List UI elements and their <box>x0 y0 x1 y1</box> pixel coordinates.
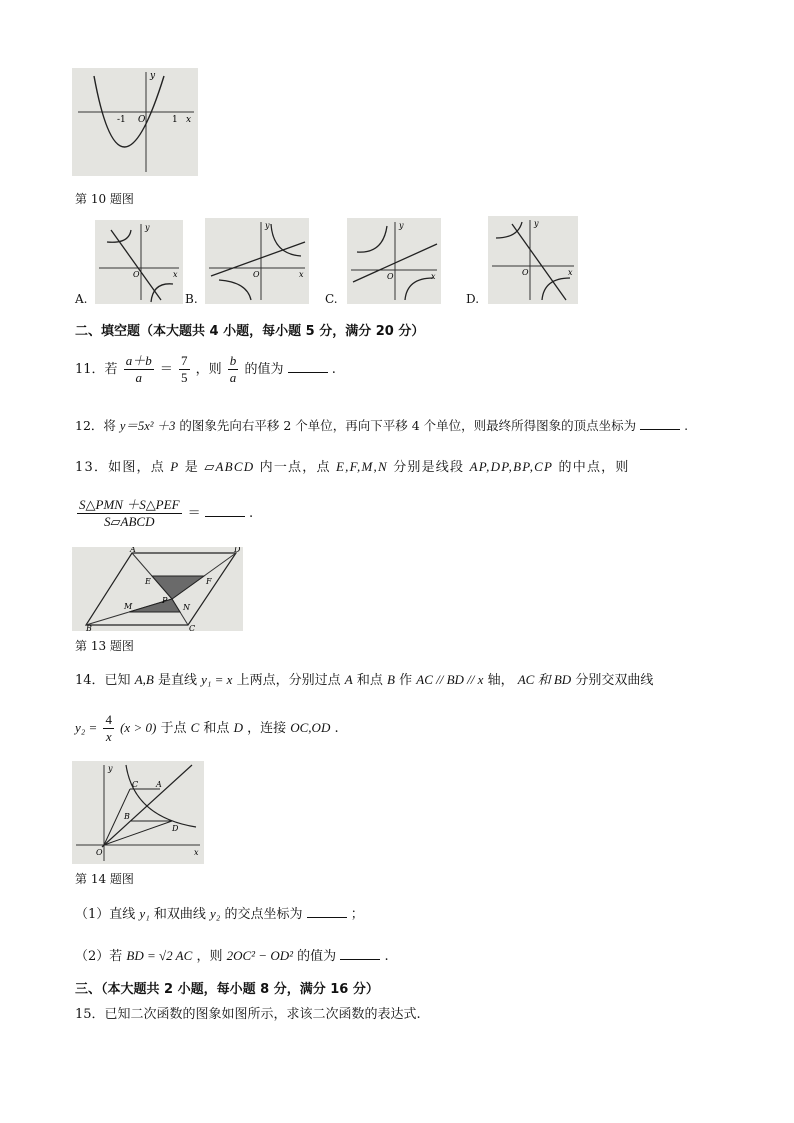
option-d-graph <box>488 216 578 304</box>
question-14-line-2 <box>75 712 339 745</box>
q13-text-3: 内一点，点 <box>259 460 331 475</box>
q14-c: C <box>190 720 200 735</box>
point-f-label: F <box>206 577 212 586</box>
q12-end: . <box>684 418 689 433</box>
q13-text-5: 的中点，则 <box>558 460 630 475</box>
question-14-part-1 <box>75 903 364 922</box>
q13-area-fraction <box>77 497 182 530</box>
x-axis-label: x <box>173 270 178 279</box>
q13-segments: AP,DP,BP,CP <box>469 459 554 474</box>
q11-end: . <box>331 362 336 377</box>
section-3-title: 三、（本大题共 2 小题，每小题 8 分，满分 16 分） <box>75 982 379 997</box>
point-b-label: B <box>124 812 130 821</box>
question-13 <box>75 456 630 475</box>
tick-1-label: 1 <box>172 115 178 125</box>
q14-ocod: OC,OD <box>290 720 331 735</box>
x-axis-label: x <box>186 115 192 125</box>
q10-figure <box>72 68 198 176</box>
origin-label: O <box>133 270 140 279</box>
vertex-b-label: B <box>86 624 92 631</box>
q13-points: E,F,M,N <box>336 459 388 474</box>
origin-label: O <box>387 272 394 281</box>
origin-label: O <box>522 268 529 277</box>
q14-condition: (x > 0) <box>120 720 157 735</box>
q11-equals: ＝ <box>159 362 173 377</box>
question-15 <box>75 1003 421 1022</box>
q14-parallel: AC // BD // x <box>416 672 484 687</box>
q13-text-4: 分别是线段 <box>393 460 465 475</box>
q14-text-3: 上两点，分别过点 <box>236 673 341 688</box>
q14-b: B <box>387 672 395 687</box>
q13-answer-blank[interactable] <box>205 504 245 517</box>
option-a-graph <box>95 220 183 304</box>
q14-part1-y1: y₁ <box>139 906 150 921</box>
y-axis-label: y <box>534 219 539 228</box>
q13-figure <box>72 547 243 631</box>
q13-frac-num: S△PMN ＋S△PEF <box>79 497 180 512</box>
q11-number: 11．若 <box>75 362 118 377</box>
point-p-label: P <box>162 596 168 605</box>
q14-text-9: 和点 <box>203 721 230 736</box>
point-n-label: N <box>183 603 190 612</box>
section-2-title: 二、填空题（本大题共 4 小题，每小题 5 分，满分 20 分） <box>75 324 425 339</box>
question-11 <box>75 353 336 386</box>
q14-text-7: 分别交双曲线 <box>575 673 654 688</box>
vertex-c-label: C <box>189 624 196 631</box>
vertex-a-label: A <box>130 547 136 554</box>
q14-end: . <box>334 721 339 736</box>
option-c-label: C. <box>325 292 338 306</box>
q14-part2-end: . <box>384 949 389 964</box>
q11-frac1-num: a＋b <box>125 353 152 368</box>
x-axis-label: x <box>299 270 304 279</box>
q11-mid-text: ，则 <box>195 362 222 377</box>
q14-d: D <box>233 720 243 735</box>
q11-tail-text: 的值为 <box>244 362 284 377</box>
tick-neg1-label: -1 <box>117 115 126 125</box>
point-e-label: E <box>145 577 151 586</box>
x-axis-label: x <box>194 848 199 857</box>
q14-caption: 第 14 题图 <box>75 872 134 886</box>
q14-text-2: 是直线 <box>157 673 197 688</box>
q14-part1-tail: 的交点坐标为 <box>224 907 303 922</box>
origin-label: O <box>253 270 260 279</box>
point-c-label: C <box>132 780 139 789</box>
q11-fraction-1 <box>124 353 154 386</box>
q13-text-1: 13．如图，点 <box>75 460 165 475</box>
q11-fraction-3 <box>228 353 239 386</box>
q15-text: 15．已知二次函数的图象如图所示，求该二次函数的表达式. <box>75 1007 421 1022</box>
q14-part1-prefix: （1）直线 <box>75 907 136 922</box>
vertex-d-label: D <box>234 547 241 554</box>
q14-text-10: ，连接 <box>247 721 287 736</box>
q11-answer-blank[interactable] <box>288 360 328 373</box>
option-b-label: B. <box>185 292 198 306</box>
q14-part1-y2: y₂ <box>210 906 221 921</box>
y-axis-label: y <box>145 223 150 232</box>
question-14-part-2 <box>75 945 389 964</box>
q13-equals: ＝ <box>187 506 201 521</box>
q12-prefix: 12．将 <box>75 418 116 433</box>
option-d-label: D. <box>466 292 480 306</box>
y-axis-label: y <box>265 221 270 230</box>
q11-frac3-num: b <box>229 353 237 368</box>
y-axis-label: y <box>108 764 113 773</box>
y-axis-label: y <box>399 221 404 230</box>
q14-part2-prefix: （2）若 <box>75 949 123 964</box>
q14-text-8: 于点 <box>160 721 187 736</box>
q14-line: y₁ = x <box>201 672 233 687</box>
q14-frac-den: x <box>105 729 112 744</box>
q14-part2-answer-blank[interactable] <box>340 947 380 960</box>
q14-part2-expression: 2OC² − OD² <box>226 948 293 963</box>
q14-part1-mid: 和双曲线 <box>153 907 206 922</box>
point-m-label: M <box>124 602 133 611</box>
q10-caption: 第 10 题图 <box>75 192 134 206</box>
x-axis-label: x <box>431 272 436 281</box>
q11-fraction-2 <box>179 353 190 386</box>
q14-a: A <box>344 672 353 687</box>
q14-figure <box>72 761 204 864</box>
point-d-label: D <box>172 824 179 833</box>
q11-frac2-den: 5 <box>181 370 188 385</box>
origin-label: O <box>138 115 146 125</box>
q14-frac-num: 4 <box>105 712 112 727</box>
option-a-label: A. <box>75 292 88 306</box>
q12-text: 的图象先向右平移 2 个单位，再向下平移 4 个单位，则最终所得图象的顶点坐标为 <box>179 418 637 433</box>
q12-expression: y＝5x² ＋3 <box>119 419 176 433</box>
q13-text-2: 是 <box>184 460 199 475</box>
q14-ab: A,B <box>134 672 154 687</box>
option-c-graph <box>347 218 441 304</box>
q14-part2-condition: BD = √2 AC <box>126 948 193 963</box>
q13-end: . <box>248 506 254 521</box>
option-b-graph <box>205 218 309 304</box>
origin-label: O <box>96 848 103 857</box>
q13-frac-den: S▱ABCD <box>104 514 155 529</box>
point-a-label: A <box>156 780 162 789</box>
q14-text-1: 14．已知 <box>75 673 131 688</box>
q14-text-4: 和点 <box>356 673 383 688</box>
y-axis-label: y <box>150 71 156 81</box>
q13-parallelogram: ▱ABCD <box>204 459 255 474</box>
question-14 <box>75 669 653 688</box>
q14-text-6: 轴， <box>487 673 514 688</box>
question-13-formula <box>75 497 253 530</box>
q14-acbd: AC 和 BD <box>517 672 572 687</box>
q11-frac1-den: a <box>135 370 142 385</box>
q11-frac2-num: 7 <box>181 353 188 368</box>
q13-caption: 第 13 题图 <box>75 639 134 653</box>
q14-part2-mid: ，则 <box>196 949 223 964</box>
q14-text-5: 作 <box>399 673 413 688</box>
x-axis-label: x <box>568 268 573 277</box>
q14-part1-end: ； <box>350 907 364 922</box>
q14-y2: y₂ = <box>75 720 98 735</box>
q14-part2-tail: 的值为 <box>297 949 337 964</box>
q11-frac3-den: a <box>229 370 237 385</box>
question-12 <box>75 416 688 434</box>
q14-part1-answer-blank[interactable] <box>307 905 347 918</box>
q14-fraction <box>103 712 114 745</box>
q13-point-p: P <box>170 459 180 474</box>
q12-answer-blank[interactable] <box>640 417 680 430</box>
